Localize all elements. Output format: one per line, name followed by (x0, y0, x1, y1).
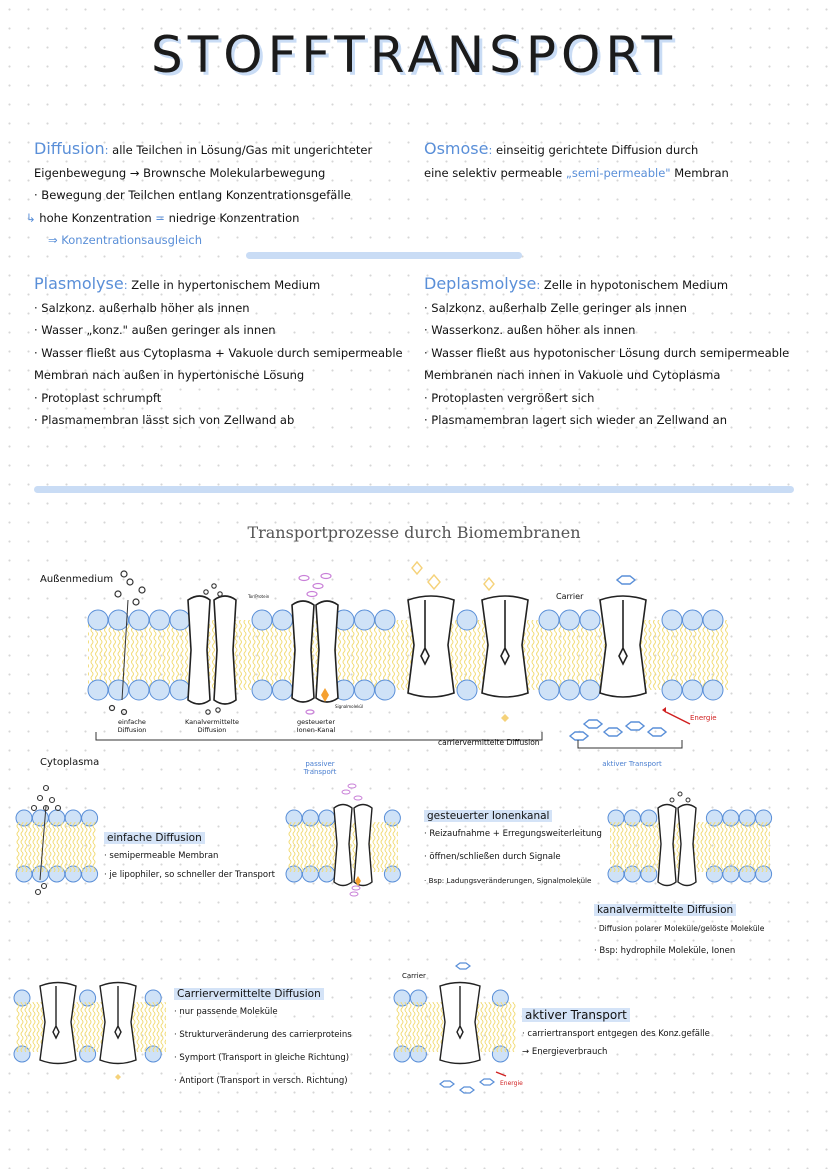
card-carrier-line-0: · nur passende Moleküle (174, 1007, 278, 1017)
lipid-head (560, 680, 580, 700)
plasmolyse-line-0: Zelle in hypertonischem Medium (131, 278, 321, 292)
card-ionen (424, 804, 602, 892)
lipid-head (580, 610, 600, 630)
lipid-head (539, 680, 559, 700)
carrier-protein-active (600, 596, 646, 697)
card-aktiv-head: aktiver Transport (522, 1008, 630, 1022)
label-tor: Tor/Protein (248, 594, 270, 599)
deplasmolyse-line-4: Membranen nach innen in Vakuole und Cytoplasma (424, 368, 721, 382)
lipid-head (88, 610, 108, 630)
card-kanal-head: kanalvermittelte Diffusion (594, 904, 736, 916)
membrane-diagram (0, 560, 828, 780)
card-kanal-line-1: · Bsp: hydrophile Moleküle, Ionen (594, 946, 736, 956)
page-title: STOFFTRANSPORT (150, 26, 678, 84)
lipid-head (703, 610, 723, 630)
energy-arrow-head (662, 707, 666, 713)
label-aktiver-transport: aktiver Transport (602, 760, 662, 768)
diffusion-line-1: Eigenbewegung → Brownsche Molekularbewegung (34, 165, 326, 180)
card-ionen-line-0: · Reizaufnahme + Erregungsweiterleitung (424, 829, 602, 839)
lipid-head (170, 610, 190, 630)
active-bracket (578, 740, 682, 748)
deplasmolyse-line-5: · Protoplasten vergrößert sich (424, 390, 595, 405)
card-einfach-line-1: · je lipophiler, so schneller der Transport (104, 870, 275, 880)
deplasmolyse-term: Deplasmolyse (424, 274, 537, 293)
card-carrier-line-2: · Symport (Transport in gleiche Richtung) (174, 1053, 350, 1063)
plasmolyse-line-2: · Wasser „konz." außen geringer als innen (34, 323, 276, 337)
label-energie: Energie (690, 714, 717, 722)
lipid-head (662, 610, 682, 630)
mini-carrier-diamond (115, 1074, 121, 1080)
card-carrier (174, 982, 352, 1093)
lipid-head (150, 680, 170, 700)
osmose-term: Osmose (424, 139, 489, 158)
plasmolyse-line-5: · Protoplast schrumpft (34, 390, 162, 405)
lipid-head (580, 680, 600, 700)
mini-energy-arrow (496, 1072, 506, 1076)
carrier-diamond-out (501, 714, 509, 722)
lipid-head (375, 680, 395, 700)
label-cytoplasma: Cytoplasma (40, 757, 100, 768)
plasmolyse-line-3: · Wasser fließt aus Cytoplasma + Vakuole durch semipermeable (34, 345, 403, 360)
lipid-head (273, 680, 293, 700)
lipid-head (129, 680, 149, 700)
lipid-head (457, 610, 477, 630)
lipid-head (129, 610, 149, 630)
mini-label-energie: Energie (500, 1080, 523, 1087)
plasmolyse-term: Plasmolyse (34, 274, 124, 293)
label-passiver-transport: passiver Transport (303, 760, 337, 776)
lipid-head (375, 610, 395, 630)
mini-label-carrier: Carrier (402, 972, 426, 980)
carrier-protein-1 (408, 596, 454, 697)
deplasmolyse-line-3: · Wasser fließt aus hypotonischer Lösung durch semipermeable (424, 345, 790, 360)
plasmolyse-block: Plasmolyse: Zelle in hypertonischem Medium · Salzkonz. außerhalb höher als innen · Wasser „konz." außen geringer als innen · Wasser fließt aus Cytoplasma + Vakuole durch semipermeable Membran nach außen in hypertonische Lösung · Protoplast schrumpft · Plasmamembran lässt sich von Zellwand ab (34, 273, 403, 432)
lipid-head (252, 610, 272, 630)
card-ionen-line-1: · öffnen/schließen durch Signale (424, 852, 561, 862)
card-aktiv (522, 1004, 710, 1058)
lipid-head (170, 680, 190, 700)
card-carrier-line-1: · Strukturveränderung des carrierproteins (174, 1030, 352, 1040)
mini-kanal-particles (670, 792, 690, 802)
lipid-head (683, 610, 703, 630)
lipid-head (539, 610, 559, 630)
lipid-head (703, 680, 723, 700)
card-einfach-head: einfache Diffusion (104, 832, 205, 844)
plasmolyse-line-1: · Salzkonz. außerhalb höher als innen (34, 300, 250, 315)
diffusion-line-5: Konzentrationsausgleich (61, 233, 202, 247)
card-carrier-line-3: · Antiport (Transport in versch. Richtung) (174, 1076, 348, 1086)
diagram-caption: Transportprozesse durch Biomembranen (247, 523, 581, 542)
lipid-head (88, 680, 108, 700)
card-ionen-line-2: · Bsp: Ladungsveränderungen, Signalmoleküle (424, 876, 592, 885)
diffusion-line-2: · Bewegung der Teilchen entlang Konzentrationsgefälle (34, 188, 351, 202)
plasmolyse-line-6: · Plasmamembran lässt sich von Zellwand ab (34, 413, 295, 427)
lipid-head (560, 610, 580, 630)
osmose-line-3: Membran (674, 165, 729, 180)
osmose-line-2: „semi-permeable" (565, 165, 671, 180)
card-carrier-head: Carriervermittelte Diffusion (174, 988, 324, 1000)
label-kanal-diffusion: Kanalvermittelte Diffusion (184, 718, 240, 734)
lipid-head (252, 680, 272, 700)
lipid-head (457, 680, 477, 700)
card-aktiv-line-1: → Energieverbrauch (522, 1047, 608, 1057)
label-ionenkanal: gesteuerter Ionen-Kanal (296, 718, 336, 734)
carrier-diamonds (412, 562, 494, 590)
lipid-head (355, 680, 375, 700)
card-kanal-line-0: · Diffusion polarer Moleküle/gelöste Moleküle (594, 924, 765, 933)
card-einfach (104, 826, 275, 882)
deplasmolyse-block: Deplasmolyse: Zelle in hypotonischem Medium · Salzkonz. außerhalb Zelle geringer als innen · Wasserkonz. außen höher als innen · Wasser fließt aus hypotonischer Lösung durch semipermeable Membranen nach innen in Vakuole und Cytoplasma · Protoplasten vergrößert sich · Plasmamembran lagert sich wieder an Zellwand an (424, 273, 789, 432)
label-aussenmedium: Außenmedium (40, 574, 114, 585)
diffusion-block: Diffusion: alle Teilchen in Lösung/Gas mit ungerichteter Eigenbewegung → Brownsche Molekularbewegung · Bewegung der Teilchen entlang Konzentrationsgefälle ↳ hohe Konzentration = niedrige Konzentration ⇒ Konzentrationsausgleich (26, 139, 373, 247)
deplasmolyse-line-6: · Plasmamembran lagert sich wieder an Zellwand an (424, 413, 727, 427)
energy-arrow (666, 712, 690, 724)
mini-active-carrier (440, 983, 480, 1064)
label-signalmolekuel: Signalmolekül (335, 704, 364, 709)
lipid-head (150, 610, 170, 630)
plasmolyse-line-4: Membran nach außen in hypertonische Lösung (34, 368, 305, 382)
lipid-head (109, 610, 129, 630)
label-carrier-diffusion: carriervermittelte Diffusion (438, 738, 540, 747)
divider-long (34, 486, 794, 493)
diffusion-line-0: alle Teilchen in Lösung/Gas mit ungerichteter (112, 143, 373, 157)
lipid-head (355, 610, 375, 630)
card-kanal (594, 898, 764, 963)
diffusion-line-4: niedrige Konzentration (168, 210, 300, 225)
card-ionen-head: gesteuerter Ionenkanal (424, 810, 552, 822)
diffusion-line-3: hohe Konzentration (39, 210, 152, 225)
divider-short (246, 252, 522, 259)
deplasmolyse-line-0: Zelle in hypotonischem Medium (543, 278, 729, 292)
diffusion-term: Diffusion (34, 139, 105, 158)
lipid-head (273, 610, 293, 630)
deplasmolyse-line-2: · Wasserkonz. außen höher als innen (424, 323, 636, 337)
lipid-head (683, 680, 703, 700)
osmose-line-0: einseitig gerichtete Diffusion durch (496, 143, 699, 157)
osmose-block: Osmose: einseitig gerichtete Diffusion durch eine selektiv permeable „semi-permeable" Membran (424, 139, 729, 180)
label-carrier: Carrier (556, 592, 584, 601)
lipid-head (662, 680, 682, 700)
card-aktiv-line-0: · carriertransport entgegen des Konz.gefälle (522, 1029, 710, 1039)
carrier-protein-2 (482, 596, 528, 697)
lipid-head (109, 680, 129, 700)
card-einfach-line-0: · semipermeable Membran (104, 851, 219, 861)
label-einfache-diffusion: einfache Diffusion (117, 718, 147, 734)
deplasmolyse-line-1: · Salzkonz. außerhalb Zelle geringer als innen (424, 300, 687, 315)
osmose-line-1: eine selektiv permeable (424, 165, 563, 180)
